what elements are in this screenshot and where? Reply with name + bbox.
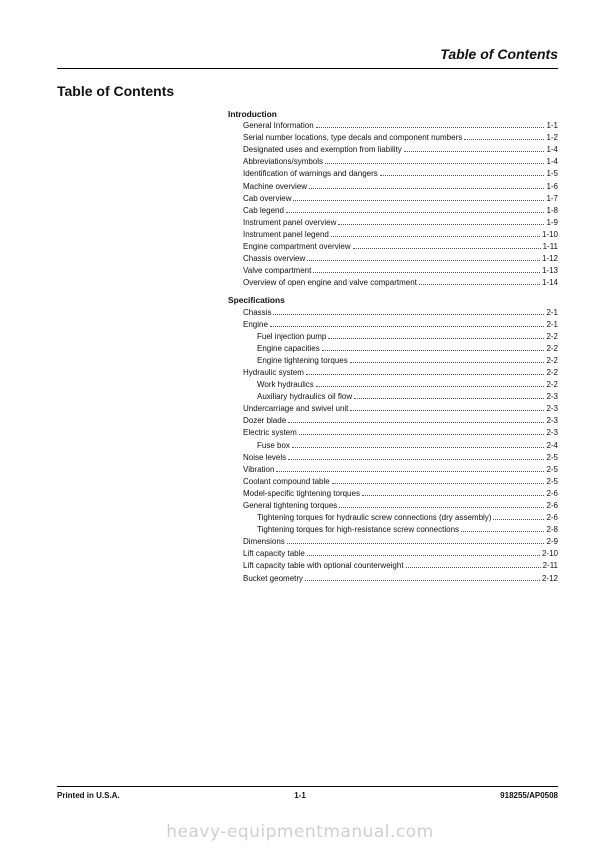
toc-entry-label: Chassis overview (243, 254, 306, 264)
toc-entry-page: 2-6 (546, 513, 558, 523)
toc-entry-label: Identification of warnings and dangers (243, 169, 378, 179)
footer-print-location: Printed in U.S.A. (57, 791, 120, 800)
dot-leader (305, 574, 540, 581)
watermark: heavy-equipmentmanual.com (166, 822, 434, 842)
toc-entry-page: 2-4 (546, 440, 558, 450)
dot-leader (288, 416, 544, 423)
toc-entry-page: 2-2 (546, 380, 558, 390)
toc-entry-page: 1-2 (546, 133, 558, 143)
toc-entry-page: 2-10 (541, 549, 558, 559)
toc-entry-label: Chassis (243, 307, 272, 317)
toc-entry-label: Coolant compound table (243, 476, 330, 486)
toc-entry-page: 1-13 (541, 266, 558, 276)
dot-leader (350, 404, 544, 411)
toc-entry[interactable] (228, 548, 558, 560)
dot-leader (276, 465, 544, 472)
toc-entry[interactable] (228, 524, 558, 536)
toc-entry-label: Abbreviations/symbols (243, 157, 324, 167)
toc-entry-page: 2-12 (541, 573, 558, 583)
toc-entry-page: 1-10 (541, 229, 558, 239)
toc-entry[interactable] (228, 144, 558, 156)
toc-entry-label: Engine tightening torques (257, 355, 348, 365)
footer-document-number: 918255/AP0508 (500, 791, 558, 800)
dot-leader (286, 206, 545, 213)
dot-leader (316, 121, 545, 128)
dot-leader (339, 501, 544, 508)
toc-entry[interactable] (228, 440, 558, 452)
toc-entry[interactable] (228, 277, 558, 289)
header-title: Table of Contents (440, 46, 558, 62)
dot-leader (406, 561, 541, 568)
toc-entry[interactable] (228, 343, 558, 355)
dot-leader (332, 477, 545, 484)
toc-entry[interactable] (228, 241, 558, 253)
toc-entry[interactable] (228, 512, 558, 524)
toc-entry-label: Machine overview (243, 181, 308, 191)
toc-entry-label: Engine (243, 319, 268, 329)
dot-leader (328, 332, 544, 339)
dot-leader (313, 266, 540, 273)
dot-leader (325, 157, 544, 164)
toc-entry-page: 2-6 (546, 501, 558, 510)
toc-entry-page: 1-6 (546, 181, 558, 191)
toc-entry[interactable] (228, 476, 558, 488)
toc-entry-label: Auxiliary hydraulics oil flow (257, 392, 353, 402)
dot-leader (493, 513, 544, 520)
toc-entry[interactable] (228, 156, 558, 168)
dot-leader (331, 230, 540, 237)
toc-entry[interactable] (228, 367, 558, 379)
toc-entry-page: 2-3 (546, 428, 558, 438)
toc-entry-page: 2-2 (546, 367, 558, 377)
toc-entry-label: Undercarriage and swivel unit (243, 404, 349, 414)
toc-entry[interactable] (228, 331, 558, 343)
toc-entry[interactable] (228, 560, 558, 572)
toc-entry-label: General tightening torques (243, 501, 338, 510)
toc-entry-page: 2-1 (546, 319, 558, 329)
toc-entry-page: 1-1 (546, 121, 558, 131)
toc-entry[interactable] (228, 391, 558, 403)
page-title: Table of Contents (57, 83, 175, 99)
toc-entry-label: Noise levels (243, 452, 287, 462)
toc-entry-label: Instrument panel legend (243, 229, 329, 239)
toc-entry-page: 1-7 (546, 193, 558, 203)
toc-entry[interactable] (228, 265, 558, 277)
toc-entry-label: Hydraulic system (243, 367, 304, 377)
toc-entry-label: Lift capacity table (243, 549, 305, 559)
toc-entry-page: 2-3 (546, 416, 558, 426)
toc-entry-page: 1-4 (546, 145, 558, 155)
dot-leader (464, 133, 544, 140)
toc-entry[interactable] (228, 415, 558, 427)
footer-page-number: 1-1 (294, 791, 306, 800)
toc-entry[interactable] (228, 307, 558, 319)
toc-entry-page: 2-3 (546, 404, 558, 414)
toc-entry-label: Cab legend (243, 205, 284, 215)
toc-entry-page: 1-11 (542, 242, 558, 252)
dot-leader (288, 453, 544, 460)
toc-entry-page: 2-9 (546, 537, 558, 547)
toc-entry-page: 1-14 (541, 278, 558, 288)
toc-entry-page: 1-4 (546, 157, 558, 167)
dot-leader (273, 308, 544, 315)
dot-leader (338, 218, 544, 225)
toc-entry[interactable] (228, 229, 558, 241)
dot-leader (380, 169, 545, 176)
toc-entry-label: Lift capacity table with optional counterweight (243, 561, 404, 571)
toc-entry[interactable] (228, 488, 558, 500)
toc-entry-page: 2-3 (546, 392, 558, 402)
toc-entry-page: 2-2 (546, 355, 558, 365)
toc-entry-label: Cab overview (243, 193, 292, 203)
toc-entry[interactable] (228, 379, 558, 391)
toc-entry-label: Electric system (243, 428, 297, 438)
toc-entry-page: 2-5 (546, 452, 558, 462)
toc-entry[interactable] (228, 403, 558, 415)
toc-entry-page: 2-2 (546, 331, 558, 341)
toc-entry-label: Tightening torques for high-resistance screw connections (257, 525, 460, 535)
toc-entry-label: Work hydraulics (257, 380, 314, 390)
dot-leader (316, 380, 545, 387)
toc-entry-page: 1-8 (546, 205, 558, 215)
toc-entry-label: Tightening torques for hydraulic screw connections (dry assembly) (257, 513, 492, 523)
toc-entry[interactable] (228, 536, 558, 548)
dot-leader (362, 489, 544, 496)
dot-leader (354, 392, 544, 399)
toc-entry-label: Dimensions (243, 537, 285, 547)
toc-entry[interactable] (228, 120, 558, 132)
dot-leader (299, 428, 545, 435)
toc-section-heading: Specifications (228, 295, 285, 306)
dot-leader (419, 278, 540, 285)
toc-entry-page: 1-12 (541, 254, 558, 264)
toc-entry[interactable] (228, 319, 558, 331)
toc-entry[interactable] (228, 573, 558, 585)
toc-entry-page: 2-6 (546, 488, 558, 498)
dot-leader (306, 368, 545, 375)
toc-entry-page: 1-9 (546, 217, 558, 227)
toc-entry-page: 2-8 (546, 525, 558, 535)
toc-section-heading: Introduction (228, 109, 277, 119)
dot-leader (353, 242, 541, 249)
toc-entry[interactable] (228, 217, 558, 229)
toc-entry-label: Valve compartment (243, 266, 312, 276)
toc-entry[interactable] (228, 427, 558, 439)
header-divider (57, 68, 558, 69)
footer-divider (57, 786, 558, 787)
toc-entry-label: Serial number locations, type decals and component numbers (243, 133, 463, 143)
dot-leader (404, 145, 545, 152)
dot-leader (287, 537, 545, 544)
dot-leader (350, 356, 545, 363)
dot-leader (461, 525, 544, 532)
toc-entry-page: 2-1 (546, 307, 558, 317)
toc-entry-label: Engine compartment overview (243, 242, 351, 252)
toc-entry[interactable] (228, 464, 558, 476)
toc-entry[interactable] (228, 181, 558, 193)
toc-entry-label: Designated uses and exemption from liability (243, 145, 402, 155)
dot-leader (293, 194, 544, 201)
toc-entry-label: Bucket geometry (243, 573, 304, 583)
toc-entry-label: Dozer blade (243, 416, 287, 426)
toc-entry[interactable] (228, 193, 558, 205)
table-of-contents (228, 108, 558, 585)
toc-entry-label: Vibration (243, 464, 275, 474)
toc-entry[interactable] (228, 168, 558, 180)
toc-entry-label: Instrument panel overview (243, 217, 337, 227)
toc-entry-label: Model-specific tightening torques (243, 488, 360, 498)
dot-leader (307, 549, 540, 556)
toc-entry-label: Fuse box (257, 440, 290, 450)
dot-leader (270, 320, 545, 327)
toc-entry-label: Overview of open engine and valve compartment (243, 278, 417, 288)
toc-entry-page: 2-5 (546, 476, 558, 486)
dot-leader (322, 344, 545, 351)
dot-leader (307, 254, 540, 261)
toc-entry[interactable] (228, 132, 558, 144)
dot-leader (292, 441, 545, 448)
toc-entry[interactable] (228, 205, 558, 217)
toc-entry[interactable] (228, 253, 558, 265)
toc-entry-page: 1-5 (546, 169, 558, 179)
toc-entry-label: Fuel injection pump (257, 331, 327, 341)
toc-entry[interactable] (228, 452, 558, 464)
toc-entry-label: General Information (243, 121, 314, 131)
dot-leader (309, 182, 544, 189)
toc-entry-label: Engine capacities (257, 343, 320, 353)
toc-entry-page: 2-2 (546, 343, 558, 353)
toc-entry-page: 2-11 (542, 561, 558, 571)
toc-entry[interactable] (228, 500, 558, 512)
toc-entry-page: 2-5 (546, 464, 558, 474)
toc-entry[interactable] (228, 355, 558, 367)
